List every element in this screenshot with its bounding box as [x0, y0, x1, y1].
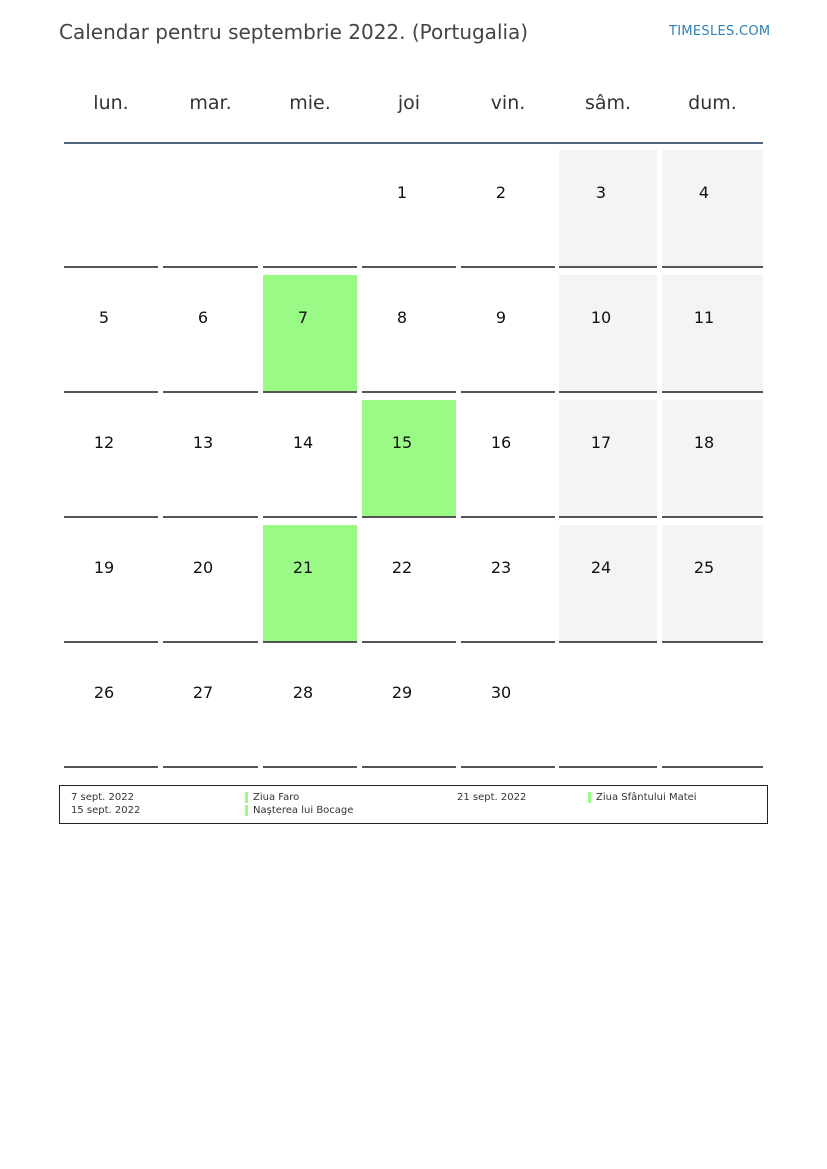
- empty-day-cell: [662, 650, 763, 768]
- day-cell[interactable]: [362, 650, 456, 768]
- day-cell[interactable]: [559, 525, 657, 643]
- day-cell[interactable]: [461, 400, 555, 518]
- page-title: Calendar pentru septembrie 2022. (Portugalia): [59, 20, 529, 44]
- day-cell[interactable]: [559, 275, 657, 393]
- day-number: 20: [192, 558, 214, 577]
- day-number: 8: [396, 308, 408, 327]
- day-cell[interactable]: [461, 650, 555, 768]
- legend-holiday-name: Ziua Faro: [253, 792, 300, 803]
- weekday-label: mie.: [289, 92, 331, 114]
- day-cell[interactable]: [163, 525, 258, 643]
- legend-holiday-name: Ziua Sfântului Matei: [596, 792, 697, 803]
- day-number: 14: [292, 433, 314, 452]
- day-number: 16: [490, 433, 512, 452]
- day-number: 9: [495, 308, 507, 327]
- day-number: 2: [495, 183, 507, 202]
- day-number: 11: [693, 308, 715, 327]
- day-cell[interactable]: [362, 525, 456, 643]
- day-number: 18: [693, 433, 715, 452]
- day-cell[interactable]: [662, 400, 763, 518]
- day-cell[interactable]: [163, 400, 258, 518]
- brand-logo[interactable]: TIMESLES.COM: [669, 24, 771, 39]
- legend-date: 7 sept. 2022: [71, 792, 134, 803]
- legend-date: 21 sept. 2022: [457, 792, 527, 803]
- day-number: 24: [590, 558, 612, 577]
- weekday-label: lun.: [93, 92, 129, 114]
- legend-color-marker: [245, 792, 248, 803]
- day-cell[interactable]: [263, 275, 357, 393]
- day-number: 23: [490, 558, 512, 577]
- day-cell[interactable]: [64, 650, 158, 768]
- day-number: 21: [292, 558, 314, 577]
- day-cell[interactable]: [263, 525, 357, 643]
- weekday-label: vin.: [490, 92, 526, 114]
- empty-day-cell: [163, 150, 258, 268]
- day-cell[interactable]: [362, 400, 456, 518]
- empty-day-cell: [263, 150, 357, 268]
- day-number: 6: [197, 308, 209, 327]
- day-number: 1: [396, 183, 408, 202]
- day-number: 5: [98, 308, 110, 327]
- day-number: 12: [93, 433, 115, 452]
- day-number: 27: [192, 683, 214, 702]
- day-number: 10: [590, 308, 612, 327]
- day-cell[interactable]: [662, 150, 763, 268]
- legend-color-marker: [588, 792, 591, 803]
- day-cell[interactable]: [163, 650, 258, 768]
- day-number: 3: [595, 183, 607, 202]
- header-rule: [64, 142, 763, 144]
- weekday-label: sâm.: [584, 92, 632, 114]
- day-cell[interactable]: [64, 400, 158, 518]
- day-cell[interactable]: [662, 525, 763, 643]
- day-cell[interactable]: [263, 650, 357, 768]
- weekday-label: joi: [397, 92, 421, 114]
- day-number: 15: [391, 433, 413, 452]
- empty-day-cell: [559, 650, 657, 768]
- legend-date: 15 sept. 2022: [71, 805, 141, 816]
- day-cell[interactable]: [461, 525, 555, 643]
- day-cell[interactable]: [559, 400, 657, 518]
- day-number: 25: [693, 558, 715, 577]
- day-number: 28: [292, 683, 314, 702]
- day-cell[interactable]: [461, 150, 555, 268]
- day-cell[interactable]: [362, 150, 456, 268]
- holiday-legend: [59, 785, 768, 824]
- day-cell[interactable]: [163, 275, 258, 393]
- weekday-label: dum.: [688, 92, 737, 114]
- day-number: 22: [391, 558, 413, 577]
- day-number: 29: [391, 683, 413, 702]
- day-cell[interactable]: [362, 275, 456, 393]
- day-number: 30: [490, 683, 512, 702]
- day-cell[interactable]: [662, 275, 763, 393]
- day-number: 26: [93, 683, 115, 702]
- empty-day-cell: [64, 150, 158, 268]
- day-cell[interactable]: [559, 150, 657, 268]
- day-number: 13: [192, 433, 214, 452]
- legend-color-marker: [245, 805, 248, 816]
- weekday-label: mar.: [189, 92, 232, 114]
- day-number: 17: [590, 433, 612, 452]
- day-number: 19: [93, 558, 115, 577]
- day-cell[interactable]: [263, 400, 357, 518]
- day-cell[interactable]: [64, 525, 158, 643]
- day-number: 7: [297, 308, 309, 327]
- day-cell[interactable]: [64, 275, 158, 393]
- legend-holiday-name: Naşterea lui Bocage: [253, 805, 354, 816]
- day-number: 4: [698, 183, 710, 202]
- day-cell[interactable]: [461, 275, 555, 393]
